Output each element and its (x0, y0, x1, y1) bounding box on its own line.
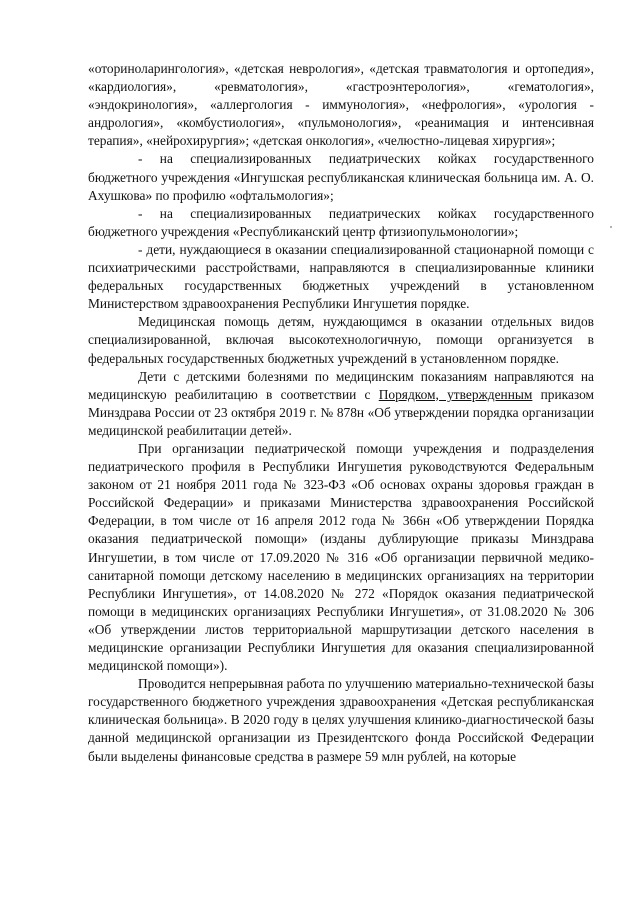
paragraph-rehabilitation (88, 368, 594, 440)
paragraph-ophthalmology: - на специализированных педиатрических койках государственного бюджетного учреждения «Ингушская республиканская клиническая больница им. А. О. Ахушкова» по профилю «офтальмология»; (88, 151, 594, 203)
paragraph-high-tech-care: Медицинская помощь детям, нуждающимся в оказании отдельных видов специализированной, включая высокотехнологичную, помощи организуется в федеральных государственных бюджетных учреждений в установленном порядке. (88, 314, 594, 366)
rehab-text-end: приказом Минздрава России от 23 октября 2019 г. № 878н «Об утверждении порядка организации медицинской реабилитации детей». (88, 386, 595, 438)
scan-artifact (610, 226, 612, 228)
rehab-text-start: Дети с детскими болезнями по медицинским показаниям направляются на медицинскую реабилитацию в соответствии с (88, 368, 594, 402)
paragraph-psychiatric: - дети, нуждающиеся в оказании специализированной стационарной помощи с психиатрическими расстройствами, направляются в специализированные клиники федеральных государственных бюджетных учреждений в установленном Министерством здравоохранения Республики Ингушетия порядке. (88, 241, 594, 312)
order-link[interactable]: Порядком, утвержденным (378, 386, 533, 402)
document-body (88, 60, 594, 766)
paragraph-phthisiology: - на специализированных педиатрических койках государственного бюджетного учреждения «Республиканский центр фтизиопульмонологии»; (88, 205, 594, 239)
paragraph-specialties-list: «оториноларингология», «детская неврология», «детская травматология и ортопедия», «кардиология», «ревматология», «гастроэнтерология», «гематология», «эндокринология», «аллергология - иммунология», «нефрология», «урология - андрология», «комбустиология», «пульмонология», «реанимация и интенсивная терапия», «нейрохирургия»; «детская онкология», «челюстно-лицевая хирургия»; (88, 61, 594, 149)
paragraph-pediatric-regulations: При организации педиатрической помощи учреждения и подразделения педиатрического профиля в Республики Ингушетия руководствуются Федеральным законом от 21 ноября 2011 года № 323-ФЗ «Об основах охраны здоровья граждан в Российской Федерации» и приказами Министерства здравоохранения Российской Федерации, в том числе от 16 апреля 2012 года № 366н «Об утверждении Порядка оказания педиатрической помощи» (изданы дублирующие приказы Минздрава Ингушетии, в том числе от 17.09.2020 № 316 «Об организации первичной медико-санитарной помощи детскому населению в медицинских организациях на территории Республики Ингушетия», от 14.08.2020 № 272 «Порядок оказания педиатрической помощи в медицинских организациях Республики Ингушетия», от 31.08.2020 № 306 «Об утверждении листов территориальной маршрутизации детского населения в медицинские организации Республики Ингушетия для оказания специализированной медицинской помощи»). (88, 440, 594, 674)
paragraph-material-base: Проводится непрерывная работа по улучшению материально-технической базы государственного бюджетного учреждения здравоохранения «Детская республиканская клиническая больница». В 2020 году в целях улучшения клинико-диагностической базы данной медицинской организации из Президентского фонда Российской Федерации были выделены финансовые средства в размере 59 млн рублей, на которые (88, 676, 594, 764)
